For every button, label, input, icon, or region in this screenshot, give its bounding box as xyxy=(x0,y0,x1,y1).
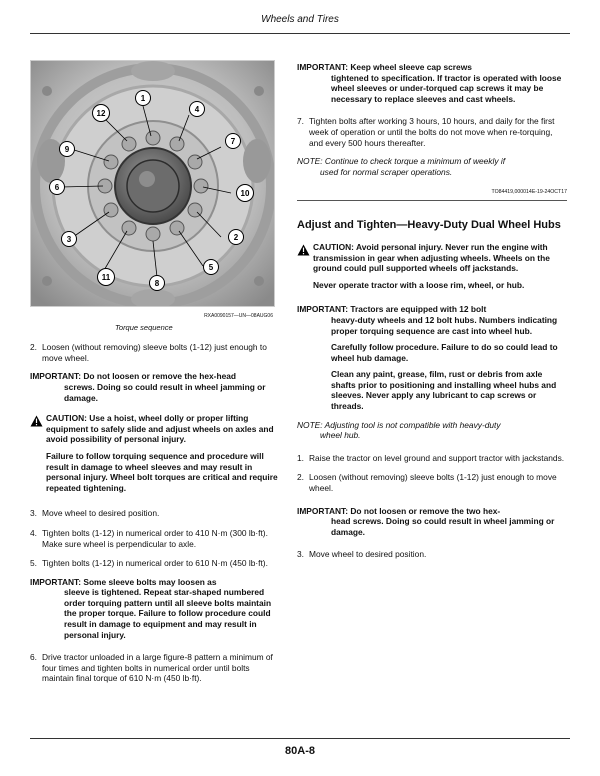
right-column xyxy=(297,62,567,560)
step-number: 3. xyxy=(297,549,304,560)
step-5 xyxy=(30,558,280,569)
important-text-cont: head screws. Doing so could result in wheel jamming or damage. xyxy=(331,516,555,537)
important-text: Do not loosen or remove the two hex- xyxy=(350,505,501,516)
svg-text:4: 4 xyxy=(194,105,200,114)
important-note-4 xyxy=(297,304,567,411)
callout-8 xyxy=(150,276,165,291)
header-rule xyxy=(30,33,570,34)
svg-text:3: 3 xyxy=(66,235,72,244)
callout-10 xyxy=(237,185,254,202)
callout-7 xyxy=(226,134,241,149)
step-text: Tighten bolts (1-12) in numerical order to 610 N·m (450 lb·ft). xyxy=(42,558,268,569)
step-6 xyxy=(30,652,280,684)
caution-text: CAUTION: Use a hoist, wheel dolly or proper lifting equipment to safely slide and adjust wheels on axles and avoid possibility of personal injury. xyxy=(46,413,274,445)
important-text-p2: Carefully follow procedure. Failure to do so could lead to wheel hub damage. xyxy=(331,342,558,363)
step-7 xyxy=(297,116,567,148)
step-2 xyxy=(30,342,280,363)
step-2-right xyxy=(297,472,567,493)
step-text: Drive tractor unloaded in a large figure-8 pattern a minimum of four times and tighten bolts in numerical order until bolts maintain final torque of 610 N·m (450 lb·ft). xyxy=(42,652,273,684)
svg-text:12: 12 xyxy=(96,109,106,118)
important-label: IMPORTANT: xyxy=(297,62,349,72)
caution-2 xyxy=(297,242,567,296)
caution-text-2: Failure to follow torquing sequence and procedure will result in damage to wheel sleeves and may result in personal injury. Wheel bolt torques are critical and require repeated tightening. xyxy=(46,450,278,493)
callout-1 xyxy=(136,91,151,106)
important-label: IMPORTANT: xyxy=(297,505,349,516)
caution-text-2: Never operate tractor with a loose rim, wheel, or hub. xyxy=(313,279,525,290)
page-number: 80A-8 xyxy=(285,745,315,757)
step-text: Loosen (without removing) sleeve bolts (1-12) just enough to move wheel. xyxy=(42,342,267,363)
callout-2 xyxy=(229,230,244,245)
footer-rule xyxy=(30,738,570,739)
step-number: 2. xyxy=(297,472,304,483)
step-text: Tighten bolts (1-12) in numerical order to 410 N·m (300 lb·ft). Make sure wheel is perpendicular to axle. xyxy=(42,527,268,549)
note-text: NOTE: Continue to check torque a minimum of weekly if xyxy=(297,156,506,167)
svg-text:7: 7 xyxy=(230,137,236,146)
callout-12 xyxy=(93,105,110,122)
note-text: NOTE: Adjusting tool is not compatible with heavy-duty xyxy=(297,419,501,430)
svg-text:6: 6 xyxy=(54,183,60,192)
step-number: 7. xyxy=(297,116,304,127)
left-column xyxy=(30,60,280,684)
torque-sequence-figure xyxy=(30,60,275,307)
step-1 xyxy=(297,453,567,464)
step-number: 5. xyxy=(30,558,37,569)
important-label: IMPORTANT: xyxy=(297,304,349,315)
important-note-1 xyxy=(30,371,280,403)
svg-text:1: 1 xyxy=(140,94,146,103)
step-number: 1. xyxy=(297,452,304,463)
step-text: Tighten bolts after working 3 hours, 10 hours, and daily for the first week of operation or until the bolts do not move when re-torquing, and every 500 hours thereafter. xyxy=(309,116,555,148)
important-note-2 xyxy=(30,577,280,641)
caution-text: CAUTION: Avoid personal injury. Never run the engine with transmission in gear when adjusting wheels. Wheels on the ground could pull supported wheels off jackstands. xyxy=(313,241,550,274)
callout-3 xyxy=(62,232,77,247)
step-text: Move wheel to desired position. xyxy=(42,508,160,519)
important-text-cont: heavy-duty wheels and 12 bolt hubs. Numbers indicating proper torquing sequence are cast into wheel hub. xyxy=(331,314,558,336)
callout-6 xyxy=(50,180,65,195)
important-text-cont: tightened to specification. If tractor is operated with loose wheel sleeves or under-torqued cap screws it may be necessary to replace sleeves and cast wheels. xyxy=(331,72,562,104)
figure-caption: Torque sequence xyxy=(115,322,173,332)
important-text: Do not loosen or remove the hex-head xyxy=(83,371,236,382)
step-3-right xyxy=(297,549,567,560)
callout-11 xyxy=(98,269,115,286)
figure-id: RXA0090157—UN—08AUG06 xyxy=(204,313,273,319)
step-number: 6. xyxy=(30,652,37,663)
important-label: IMPORTANT: xyxy=(30,576,82,587)
note-text-cont: wheel hub. xyxy=(320,430,361,441)
important-note-5 xyxy=(297,506,567,538)
step-4 xyxy=(30,528,280,549)
step-number: 3. xyxy=(30,508,37,519)
step-3 xyxy=(30,508,280,519)
section-title: Adjust and Tighten—Heavy-Duty Dual Wheel Hubs xyxy=(297,218,561,231)
note-1 xyxy=(297,156,567,177)
svg-text:5: 5 xyxy=(208,263,214,272)
svg-text:10: 10 xyxy=(240,189,250,198)
important-text: Tractors are equipped with 12 bolt xyxy=(350,304,487,315)
important-text-cont: screws. Doing so could result in wheel jamming or damage. xyxy=(64,381,266,403)
callout-5 xyxy=(204,260,219,275)
callout-4 xyxy=(190,102,205,117)
important-label: IMPORTANT: xyxy=(30,371,82,382)
warning-triangle-icon xyxy=(30,413,46,499)
svg-text:9: 9 xyxy=(64,145,70,154)
step-text: Move wheel to desired position. xyxy=(309,549,427,560)
important-note-3 xyxy=(297,62,567,104)
step-text: Raise the tractor on level ground and support tractor with jackstands. xyxy=(309,452,565,463)
step-number: 4. xyxy=(30,527,37,538)
step-number: 2. xyxy=(30,342,37,353)
caution-1 xyxy=(30,413,280,499)
step-text: Loosen (without removing) sleeve bolts (1-12) just enough to move wheel. xyxy=(309,472,557,494)
important-text: Some sleeve bolts may loosen as xyxy=(83,576,217,587)
important-text-p3: Clean any paint, grease, film, rust or debris from axle shafts prior to positioning and installing wheel hubs and sleeves. Never apply any lubricant to cap screws or threads. xyxy=(331,369,557,412)
svg-text:11: 11 xyxy=(101,273,111,282)
wheel-hub-illustration xyxy=(31,61,274,306)
note-2 xyxy=(297,420,567,441)
svg-text:2: 2 xyxy=(233,233,239,242)
important-text: Keep wheel sleeve cap screws xyxy=(350,62,472,72)
important-text-cont: sleeve is tightened. Repeat star-shaped numbered order torquing pattern until all sleeve bolts maintain the proper torque. Failure to follow procedure could result in damage to equipment and may result in personal injury. xyxy=(64,587,272,640)
callout-9 xyxy=(60,142,75,157)
svg-text:8: 8 xyxy=(154,279,160,288)
running-header: Wheels and Tires xyxy=(261,14,339,25)
warning-triangle-icon xyxy=(297,242,313,296)
section-id: TO84419,000014E-19-24OCT17 xyxy=(491,189,567,196)
section-rule xyxy=(297,200,567,201)
note-text-cont: used for normal scraper operations. xyxy=(320,166,453,177)
